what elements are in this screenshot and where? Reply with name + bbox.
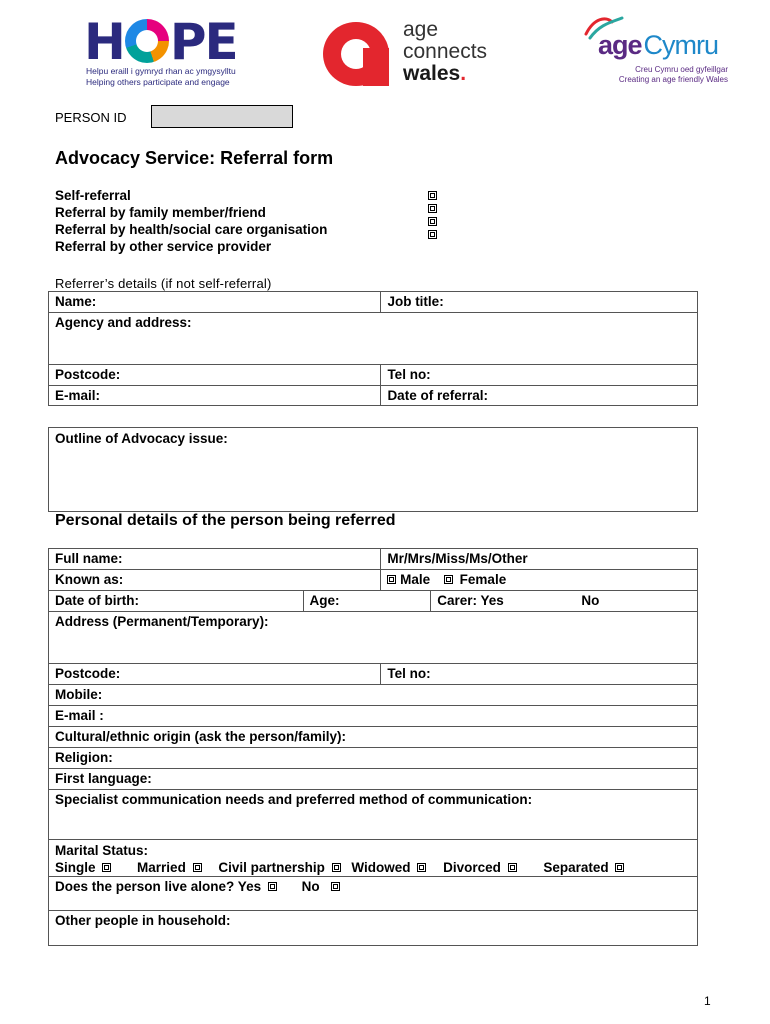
- marital-divorced-label: Divorced: [443, 860, 501, 875]
- hope-logo-h: H: [84, 13, 124, 71]
- page-title: Advocacy Service: Referral form: [55, 148, 334, 168]
- age-connects-wales-logo-icon: [323, 22, 389, 86]
- religion-field[interactable]: Religion:: [49, 748, 698, 769]
- marital-separated-checkbox[interactable]: [615, 863, 624, 872]
- referral-type-other: Referral by other service provider: [55, 239, 272, 254]
- communication-needs-field[interactable]: Specialist communication needs and preferred method of communication:: [49, 790, 698, 840]
- marital-widowed-checkbox[interactable]: [417, 863, 426, 872]
- referrer-heading: Referrer’s details (if not self-referral): [55, 276, 272, 291]
- referral-type-health: Referral by health/social care organisation: [55, 222, 328, 237]
- acw-line-3-text: wales: [403, 62, 461, 85]
- marital-single-label: Single: [55, 860, 96, 875]
- referrer-postcode-field[interactable]: Postcode:: [49, 365, 381, 386]
- referral-other-checkbox[interactable]: [428, 230, 437, 239]
- marital-married-checkbox[interactable]: [193, 863, 202, 872]
- outline-table: [48, 427, 698, 512]
- referrer-table: [48, 291, 698, 406]
- age-cymru-word-age: age: [598, 30, 642, 60]
- live-alone-yes-checkbox[interactable]: [268, 882, 277, 891]
- age-cymru-tagline: [612, 65, 728, 85]
- full-name-field[interactable]: Full name:: [49, 549, 381, 570]
- person-id-label: PERSON ID: [55, 110, 127, 125]
- live-alone-no-label: No: [301, 879, 320, 894]
- hope-tagline: [86, 66, 236, 88]
- cultural-origin-field[interactable]: Cultural/ethnic origin (ask the person/family):: [49, 727, 698, 748]
- personal-details-heading: Personal details of the person being referred: [55, 512, 396, 529]
- referrer-date-field[interactable]: Date of referral:: [381, 386, 698, 406]
- live-alone-field: [49, 877, 698, 911]
- age-connects-wales-logo-text: [403, 19, 487, 85]
- age-cymru-tagline-welsh: Creu Cymru oed gyfeillgar: [635, 65, 728, 74]
- other-people-household-field[interactable]: Other people in household:: [49, 911, 698, 946]
- referral-type-checkboxes: [428, 187, 437, 243]
- marital-civil-label: Civil partnership: [218, 860, 325, 875]
- referrer-email-field[interactable]: E-mail:: [49, 386, 381, 406]
- mobile-field[interactable]: Mobile:: [49, 685, 698, 706]
- referral-self-checkbox[interactable]: [428, 191, 437, 200]
- referral-health-checkbox[interactable]: [428, 217, 437, 226]
- carer-no-label[interactable]: No: [581, 593, 600, 608]
- female-checkbox[interactable]: [444, 575, 453, 584]
- carer-field: [431, 591, 698, 612]
- personal-details-table: [48, 548, 698, 946]
- hope-tagline-english: Helping others participate and engage: [86, 77, 230, 87]
- age-cymru-tagline-english: Creating an age friendly Wales: [618, 75, 728, 84]
- marital-widowed-label: Widowed: [351, 860, 411, 875]
- live-alone-no-checkbox[interactable]: [331, 882, 340, 891]
- female-label: Female: [459, 572, 507, 587]
- page-number: 1: [704, 994, 711, 1008]
- personal-email-field[interactable]: E-mail :: [49, 706, 698, 727]
- age-field[interactable]: Age:: [303, 591, 431, 612]
- date-of-birth-field[interactable]: Date of birth:: [49, 591, 304, 612]
- marital-status-label: Marital Status:: [55, 843, 149, 858]
- gender-options: [381, 570, 698, 591]
- referral-type-self: Self-referral: [55, 188, 131, 203]
- marital-divorced-checkbox[interactable]: [508, 863, 517, 872]
- marital-single-checkbox[interactable]: [102, 863, 111, 872]
- male-checkbox[interactable]: [387, 575, 396, 584]
- referral-family-checkbox[interactable]: [428, 204, 437, 213]
- marital-civil-checkbox[interactable]: [332, 863, 341, 872]
- age-cymru-logo: [598, 30, 718, 61]
- referrer-tel-field[interactable]: Tel no:: [381, 365, 698, 386]
- male-label: Male: [400, 572, 431, 587]
- outline-advocacy-issue-field[interactable]: Outline of Advocacy issue:: [49, 428, 698, 512]
- hope-tagline-welsh: Helpu eraill i gymryd rhan ac ymgysylltu: [86, 66, 236, 76]
- carer-yes-label[interactable]: Carer: Yes: [437, 593, 504, 608]
- acw-line-2: connects: [403, 40, 488, 63]
- referrer-name-field[interactable]: Name:: [49, 292, 381, 313]
- acw-line-1: age: [403, 18, 439, 41]
- personal-tel-field[interactable]: Tel no:: [381, 664, 698, 685]
- title-options[interactable]: Mr/Mrs/Miss/Ms/Other: [381, 549, 698, 570]
- referrer-agency-address-field[interactable]: Agency and address:: [49, 313, 698, 365]
- acw-dot: .: [460, 62, 467, 85]
- personal-postcode-field[interactable]: Postcode:: [49, 664, 381, 685]
- first-language-field[interactable]: First language:: [49, 769, 698, 790]
- hope-logo-o-icon: [125, 19, 169, 63]
- acw-line-3: [403, 63, 487, 85]
- known-as-field[interactable]: Known as:: [49, 570, 381, 591]
- marital-status-field: [49, 840, 698, 877]
- referral-type-list: [55, 187, 327, 255]
- age-cymru-word-cymru: Cymru: [643, 30, 719, 60]
- live-alone-label: Does the person live alone? Yes: [55, 879, 262, 894]
- person-id-field[interactable]: [151, 105, 293, 128]
- referrer-job-title-field[interactable]: Job title:: [381, 292, 698, 313]
- marital-separated-label: Separated: [543, 860, 609, 875]
- marital-status-options: [55, 859, 692, 876]
- marital-married-label: Married: [137, 860, 186, 875]
- hope-logo-pe: PE: [169, 13, 237, 71]
- referral-type-family: Referral by family member/friend: [55, 205, 266, 220]
- address-field[interactable]: Address (Permanent/Temporary):: [49, 612, 698, 664]
